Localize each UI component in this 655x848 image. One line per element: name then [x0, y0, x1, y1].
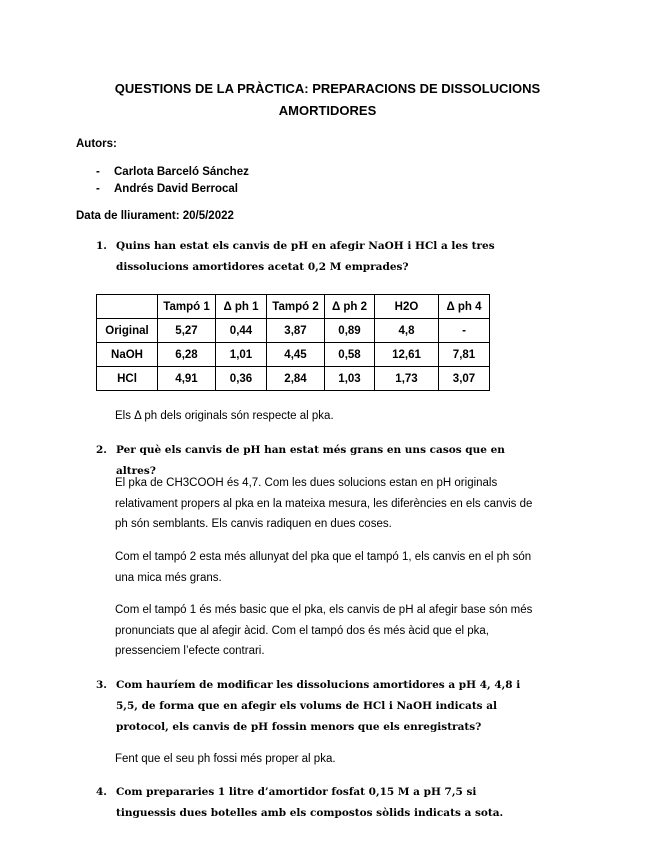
table-header-cell: Δ ph 4 — [439, 295, 490, 319]
table-header-cell: Δ ph 2 — [325, 295, 375, 319]
table-cell: 0,58 — [325, 343, 375, 367]
table-header-cell — [97, 295, 158, 319]
authors-label: Autors: — [76, 138, 117, 150]
table-cell: 4,45 — [267, 343, 325, 367]
title-line-1: QUESTIONS DE LA PRÀCTICA: PREPARACIONS DE DISSOLUCIONS — [114, 81, 541, 96]
table-header-row — [97, 295, 490, 319]
question-number: 1. — [96, 240, 107, 252]
table-cell: 0,44 — [216, 319, 267, 343]
document-title — [60, 78, 595, 122]
author-item — [96, 183, 238, 195]
table-cell: NaOH — [97, 343, 158, 367]
table-cell: 5,27 — [158, 319, 216, 343]
table-header-cell: Tampó 1 — [158, 295, 216, 319]
list-bullet: - — [96, 183, 100, 195]
question-text: Per què els canvis de pH han estat més grans en uns casos que en altres? — [116, 444, 505, 477]
delivery-date: Data de lliurament: 20/5/2022 — [76, 210, 234, 222]
table-cell: 6,28 — [158, 343, 216, 367]
answer-paragraph: El pka de CH3COOH és 4,7. Com les dues solucions estan en pH originals relativament propers al pka en la mateixa mesura, les diferències en els canvis de ph són semblants. Els canvis radiquen en dues coses. — [115, 477, 533, 530]
question-1 — [96, 236, 536, 278]
table-cell: 3,07 — [439, 367, 490, 391]
table-cell: Original — [97, 319, 158, 343]
table-cell: 1,03 — [325, 367, 375, 391]
table-cell: 0,89 — [325, 319, 375, 343]
question-text: Com prepararies 1 litre d’amortidor fosfat 0,15 M a pH 7,5 si tinguessis dues botelles amb els compostos sòlids indicats a sota. — [116, 786, 504, 819]
table-cell: HCl — [97, 367, 158, 391]
table-header-cell: Tampó 2 — [267, 295, 325, 319]
answer-paragraph: Com el tampó 1 és més basic que el pka, els canvis de pH al afegir base són més pronunciats que al afegir àcid. Com el tampó dos és més àcid que el pka, pressenciem l’efecte contrari. — [115, 604, 533, 657]
table-cell: 1,73 — [375, 367, 439, 391]
author-name: Andrés David Berrocal — [114, 183, 238, 195]
table-row — [97, 343, 490, 367]
table-row — [97, 367, 490, 391]
table-cell: - — [439, 319, 490, 343]
question-number: 3. — [96, 679, 107, 691]
table-cell: 4,8 — [375, 319, 439, 343]
table-note: Els Δ ph dels originals són respecte al pka. — [115, 410, 334, 422]
table-cell: 3,87 — [267, 319, 325, 343]
table-row — [97, 319, 490, 343]
table-cell: 4,91 — [158, 367, 216, 391]
question-4 — [96, 782, 536, 824]
table-cell: 1,01 — [216, 343, 267, 367]
table-header-cell: Δ ph 1 — [216, 295, 267, 319]
question-number: 4. — [96, 786, 107, 798]
question-number: 2. — [96, 444, 107, 456]
question-3 — [96, 675, 536, 738]
table-cell: 12,61 — [375, 343, 439, 367]
author-item — [96, 166, 249, 178]
table-cell: 7,81 — [439, 343, 490, 367]
title-line-2: AMORTIDORES — [278, 103, 377, 118]
table-header-cell: H2O — [375, 295, 439, 319]
question-text: Com hauríem de modificar les dissolucions amortidores a pH 4, 4,8 i 5,5, de forma que en afegir els volums de HCl i NaOH indicats al protocol, els canvis de pH fossin menors que els enregistrats? — [116, 679, 521, 733]
ph-results-table — [96, 294, 490, 391]
question-text: Quins han estat els canvis de pH en afegir NaOH i HCl a les tres dissolucions amortidores acetat 0,2 M emprades? — [116, 240, 495, 273]
answer-paragraph: Fent que el seu ph fossi més proper al pka. — [115, 753, 336, 765]
table-cell: 0,36 — [216, 367, 267, 391]
table-cell: 2,84 — [267, 367, 325, 391]
list-bullet: - — [96, 166, 100, 178]
answer-paragraph: Com el tampó 2 esta més allunyat del pka que el tampó 1, els canvis en el ph són una mica més grans. — [115, 551, 532, 584]
author-name: Carlota Barceló Sánchez — [114, 166, 249, 178]
